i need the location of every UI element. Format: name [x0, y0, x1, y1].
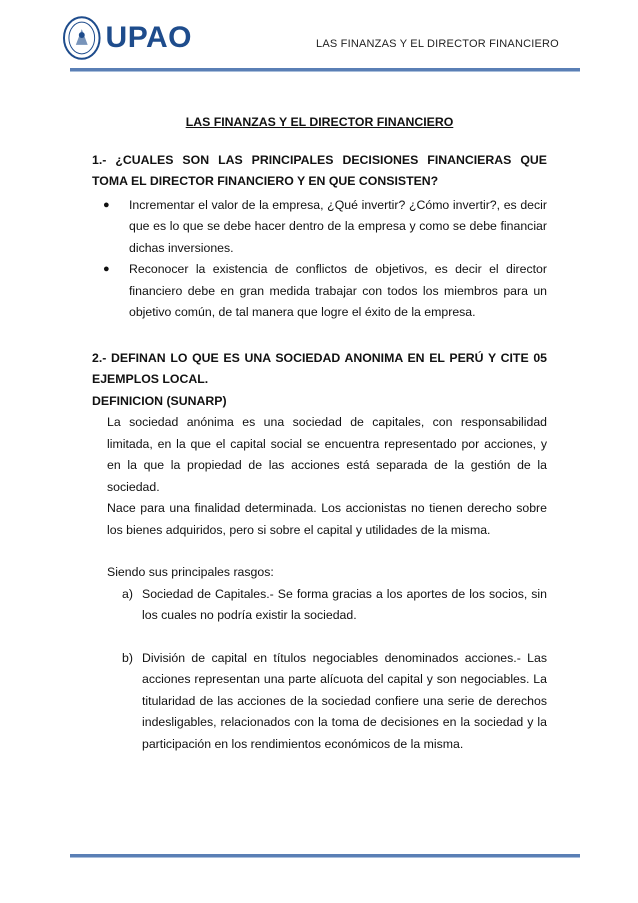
document-title: LAS FINANZAS Y EL DIRECTOR FINANCIERO	[185, 115, 454, 129]
upao-logo	[62, 12, 192, 64]
bullet-icon: ●	[103, 198, 110, 211]
definition-paragraph-1: La sociedad anónima es una sociedad de capitales, con responsabilidad limitada, en la que el capital social se encuentra representado por acciones, y en la que la propiedad de las acciones está separada de la gestión de la sociedad.	[107, 415, 547, 494]
page-header	[0, 0, 638, 80]
question-1: 1.- ¿CUALES SON LAS PRINCIPALES DECISIONES FINANCIERAS QUE TOMA EL DIRECTOR FINANCIERO Y EN QUE CONSISTEN?	[92, 152, 547, 188]
question-1-bullets	[92, 195, 547, 324]
question-2: 2.- DEFINAN LO QUE ES UNA SOCIEDAD ANONIMA EN EL PERÚ Y CITE 05 EJEMPLOS LOCAL.	[92, 350, 547, 386]
running-header-title: LAS FINANZAS Y EL DIRECTOR FINANCIERO	[316, 38, 559, 50]
bullet-icon: ●	[103, 263, 110, 275]
list-marker: a)	[122, 586, 133, 601]
rasgos-list	[92, 584, 547, 756]
document-body	[92, 112, 547, 755]
list-item: ● Reconocer la existencia de conflictos de objetivos, es decir el director financiero debe en gran medida trabajar con todos los miembros para un objetivo común, de tal manera que logre el éxito de la empresa.	[92, 259, 547, 324]
list-item: b) División de capital en títulos negociables denominados acciones.- Las acciones representan una parte alícuota del capital y son negociables. La titularidad de las acciones de la sociedad confiere una serie de derechos indesligables, relacionados con la toma de decisiones en la sociedad y la participación en los rendimientos económicos de la misma.	[92, 648, 547, 756]
definition-paragraph-2: Nace para una finalidad determinada. Los accionistas no tienen derecho sobre los bienes adquiridos, pero si sobre el capital y utilidades de la misma.	[107, 501, 547, 537]
footer-rule-thin	[70, 857, 580, 858]
rasgos-intro: Siendo sus principales rasgos:	[107, 565, 274, 579]
brand-name: UPAO	[105, 21, 192, 54]
list-marker: b)	[122, 650, 133, 665]
list-item: a) Sociedad de Capitales.- Se forma gracias a los aportes de los socios, sin los cuales no podría existir la sociedad.	[92, 584, 547, 627]
university-seal-icon	[62, 15, 102, 61]
list-item: ● Incrementar el valor de la empresa, ¿Qué invertir? ¿Cómo invertir?, es decir que es lo que se debe hacer dentro de la empresa y como se debe financiar dichas inversiones.	[92, 195, 547, 260]
definition-heading: DEFINICION (SUNARP)	[92, 393, 227, 408]
header-rule-thin	[70, 71, 580, 72]
